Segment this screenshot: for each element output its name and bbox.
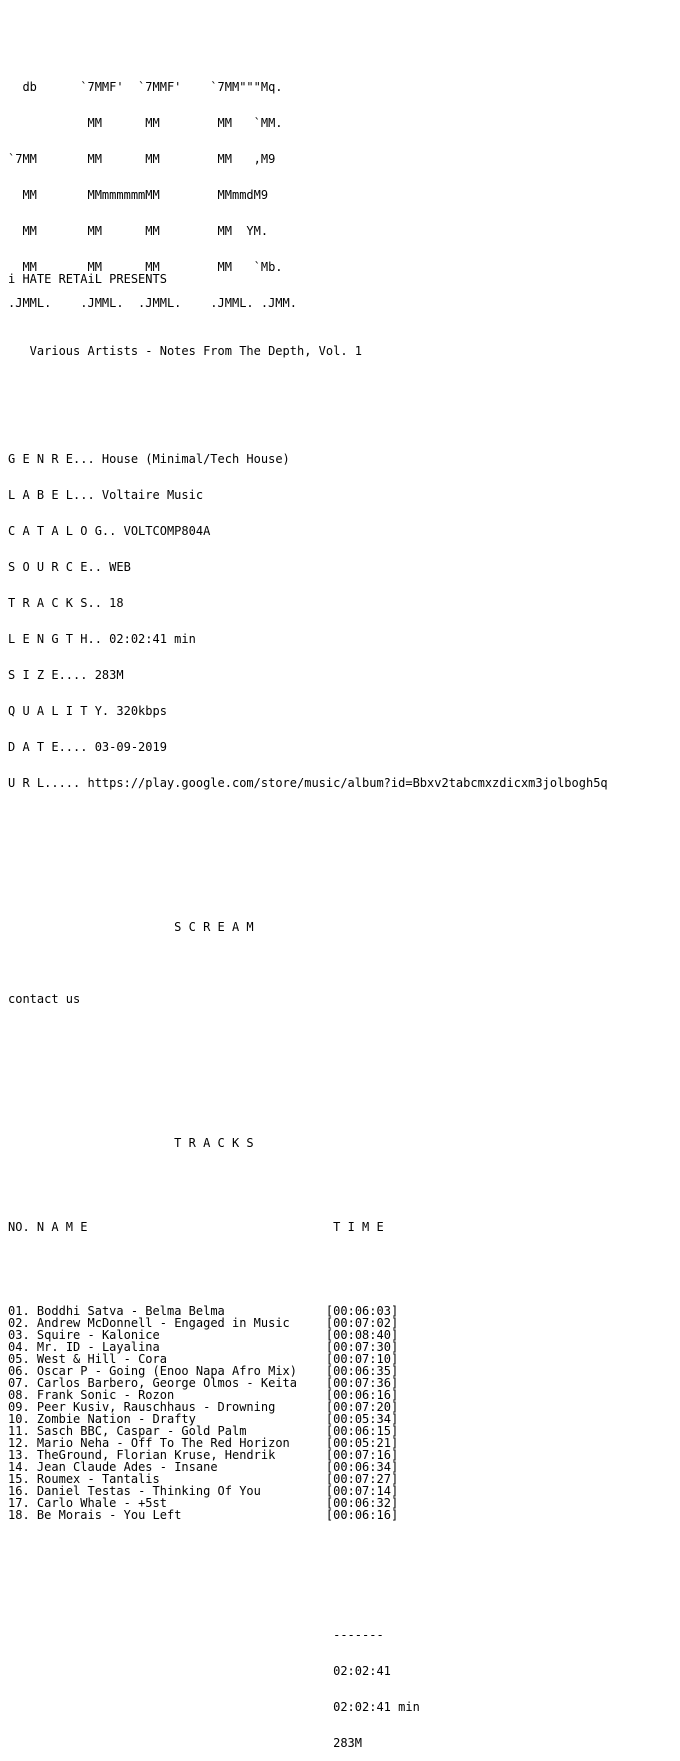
info-key: U R L..... [8,776,81,790]
info-value: 03-09-2019 [87,740,167,754]
tracklist [8,1305,608,1521]
totals-rule-text: ------- [333,1628,384,1642]
track-time: [00:07:36] [325,1376,399,1390]
track-number: 15. [8,1472,30,1486]
track-time: [00:05:34] [325,1412,399,1426]
col-no-header: NO. [8,1220,30,1234]
total-length: 02:02:41 min [333,1700,420,1714]
info-row [8,705,608,717]
track-time: [00:06:15] [325,1424,399,1438]
info-row [8,669,608,681]
info-value: 283M [87,668,124,682]
track-number: 18. [8,1508,30,1522]
contact-link[interactable]: contact us [8,992,81,1006]
track-number: 04. [8,1340,30,1354]
track-number: 01. [8,1304,30,1318]
totals-length [8,1701,608,1713]
track-number: 10. [8,1412,30,1426]
tracklist-header [8,1221,608,1233]
track-name: Daniel Testas - Thinking Of You [36,1484,261,1498]
url-value[interactable]: https://play.google.com/store/music/album?id=Bbxv2tabcmxzdicxm3jolbogh5q [80,776,608,790]
track-time: [00:08:40] [325,1328,399,1342]
track-time: [00:07:27] [325,1472,399,1486]
track-name: Squire - Kalonice [36,1328,160,1342]
track-time: [00:06:35] [325,1364,399,1378]
info-key: L A B E L... [8,488,95,502]
track-number: 07. [8,1376,30,1390]
info-row [8,597,608,609]
col-time-header: T I M E [333,1220,384,1234]
track-time: [00:05:21] [325,1436,399,1450]
track-time: [00:07:14] [325,1484,399,1498]
info-row [8,561,608,573]
track-time: [00:06:16] [325,1508,399,1522]
track-number: 08. [8,1388,30,1402]
track-name: Zombie Nation - Drafty [36,1412,196,1426]
info-key: G E N R E... [8,452,95,466]
track-time: [00:07:20] [325,1400,399,1414]
info-key: S O U R C E.. [8,560,102,574]
track-number: 17. [8,1496,30,1510]
track-number: 02. [8,1316,30,1330]
track-number: 11. [8,1424,30,1438]
track-name: Carlo Whale - +5st [36,1496,167,1510]
logo-line: .JMML. .JMML. .JMML. .JMML. .JMM. [8,296,297,310]
track-name: Peer Kusiv, Rauschhaus - Drowning [36,1400,276,1414]
info-value: House (Minimal/Tech House) [94,452,290,466]
track-number: 14. [8,1460,30,1474]
totals-rule [8,1629,608,1641]
track-number: 06. [8,1364,30,1378]
logo-line: `7MM MM MM MM ,M9 [8,152,276,166]
info-value: VOLTCOMP804A [116,524,211,538]
logo-line: MM MM MM MM `Mb. [8,260,283,274]
presents-line: i HATE RETAiL PRESENTS [8,272,167,286]
info-row [8,777,608,789]
track-number: 13. [8,1448,30,1462]
track-row [8,1509,608,1521]
info-value: 320kbps [109,704,167,718]
release-info [8,429,608,813]
track-number: 16. [8,1484,30,1498]
track-name: Sasch BBC, Caspar - Gold Palm [36,1424,247,1438]
track-time: [00:07:02] [325,1316,399,1330]
track-name: Roumex - Tantalis [36,1472,160,1486]
info-value: 18 [101,596,124,610]
total-size: 283M [333,1736,363,1750]
track-time: [00:06:34] [325,1460,399,1474]
track-name: Jean Claude Ades - Insane [36,1460,218,1474]
nfo-document [8,33,608,1761]
info-key: L E N G T H.. [8,632,102,646]
info-row [8,741,608,753]
total-time: 02:02:41 [333,1664,391,1678]
track-number: 03. [8,1328,30,1342]
track-time: [00:07:10] [325,1352,399,1366]
track-time: [00:06:32] [325,1496,399,1510]
track-time: [00:06:16] [325,1388,399,1402]
info-row [8,633,608,645]
totals-time [8,1665,608,1677]
track-name: Boddhi Satva - Belma Belma [36,1304,225,1318]
info-row [8,489,608,501]
logo-line: db `7MMF' `7MMF' `7MM"""Mq. [8,80,283,94]
info-key: S I Z E.... [8,668,88,682]
col-name-header: N A M E [29,1220,88,1234]
track-number: 09. [8,1400,30,1414]
track-name: Mr. ID - Layalina [36,1340,160,1354]
logo-line: MM MM MM `MM. [8,116,283,130]
track-time: [00:06:03] [325,1304,399,1318]
track-number: 12. [8,1436,30,1450]
track-time: [00:07:16] [325,1448,399,1462]
track-number: 05. [8,1352,30,1366]
info-value: WEB [101,560,131,574]
info-key: D A T E.... [8,740,88,754]
info-key: T R A C K S.. [8,596,102,610]
track-name: Frank Sonic - Rozon [36,1388,175,1402]
logo-line: MM MM MM MM YM. [8,224,269,238]
track-name: Andrew McDonnell - Engaged in Music [36,1316,290,1330]
release-title: Various Artists - Notes From The Depth, Vol. 1 [8,344,363,358]
track-name: West & Hill - Cora [36,1352,167,1366]
tracks-heading: T R A C K S [8,1136,254,1150]
info-row [8,453,608,465]
info-row [8,525,608,537]
track-name: Be Morais - You Left [36,1508,182,1522]
totals-size [8,1737,608,1749]
logo-line: MM MMmmmmmmMM MMmmdM9 [8,188,269,202]
track-name: Oscar P - Going (Enoo Napa Afro Mix) [36,1364,298,1378]
info-value: Voltaire Music [94,488,204,502]
track-name: TheGround, Florian Kruse, Hendrik [36,1448,276,1462]
info-key: Q U A L I T Y. [8,704,110,718]
scream-heading: S C R E A M [8,920,254,934]
track-time: [00:07:30] [325,1340,399,1354]
track-name: Carlos Barbero, George Olmos - Keita [36,1376,298,1390]
track-name: Mario Neha - Off To The Red Horizon [36,1436,290,1450]
info-value: 02:02:41 min [101,632,196,646]
info-key: C A T A L O G.. [8,524,117,538]
